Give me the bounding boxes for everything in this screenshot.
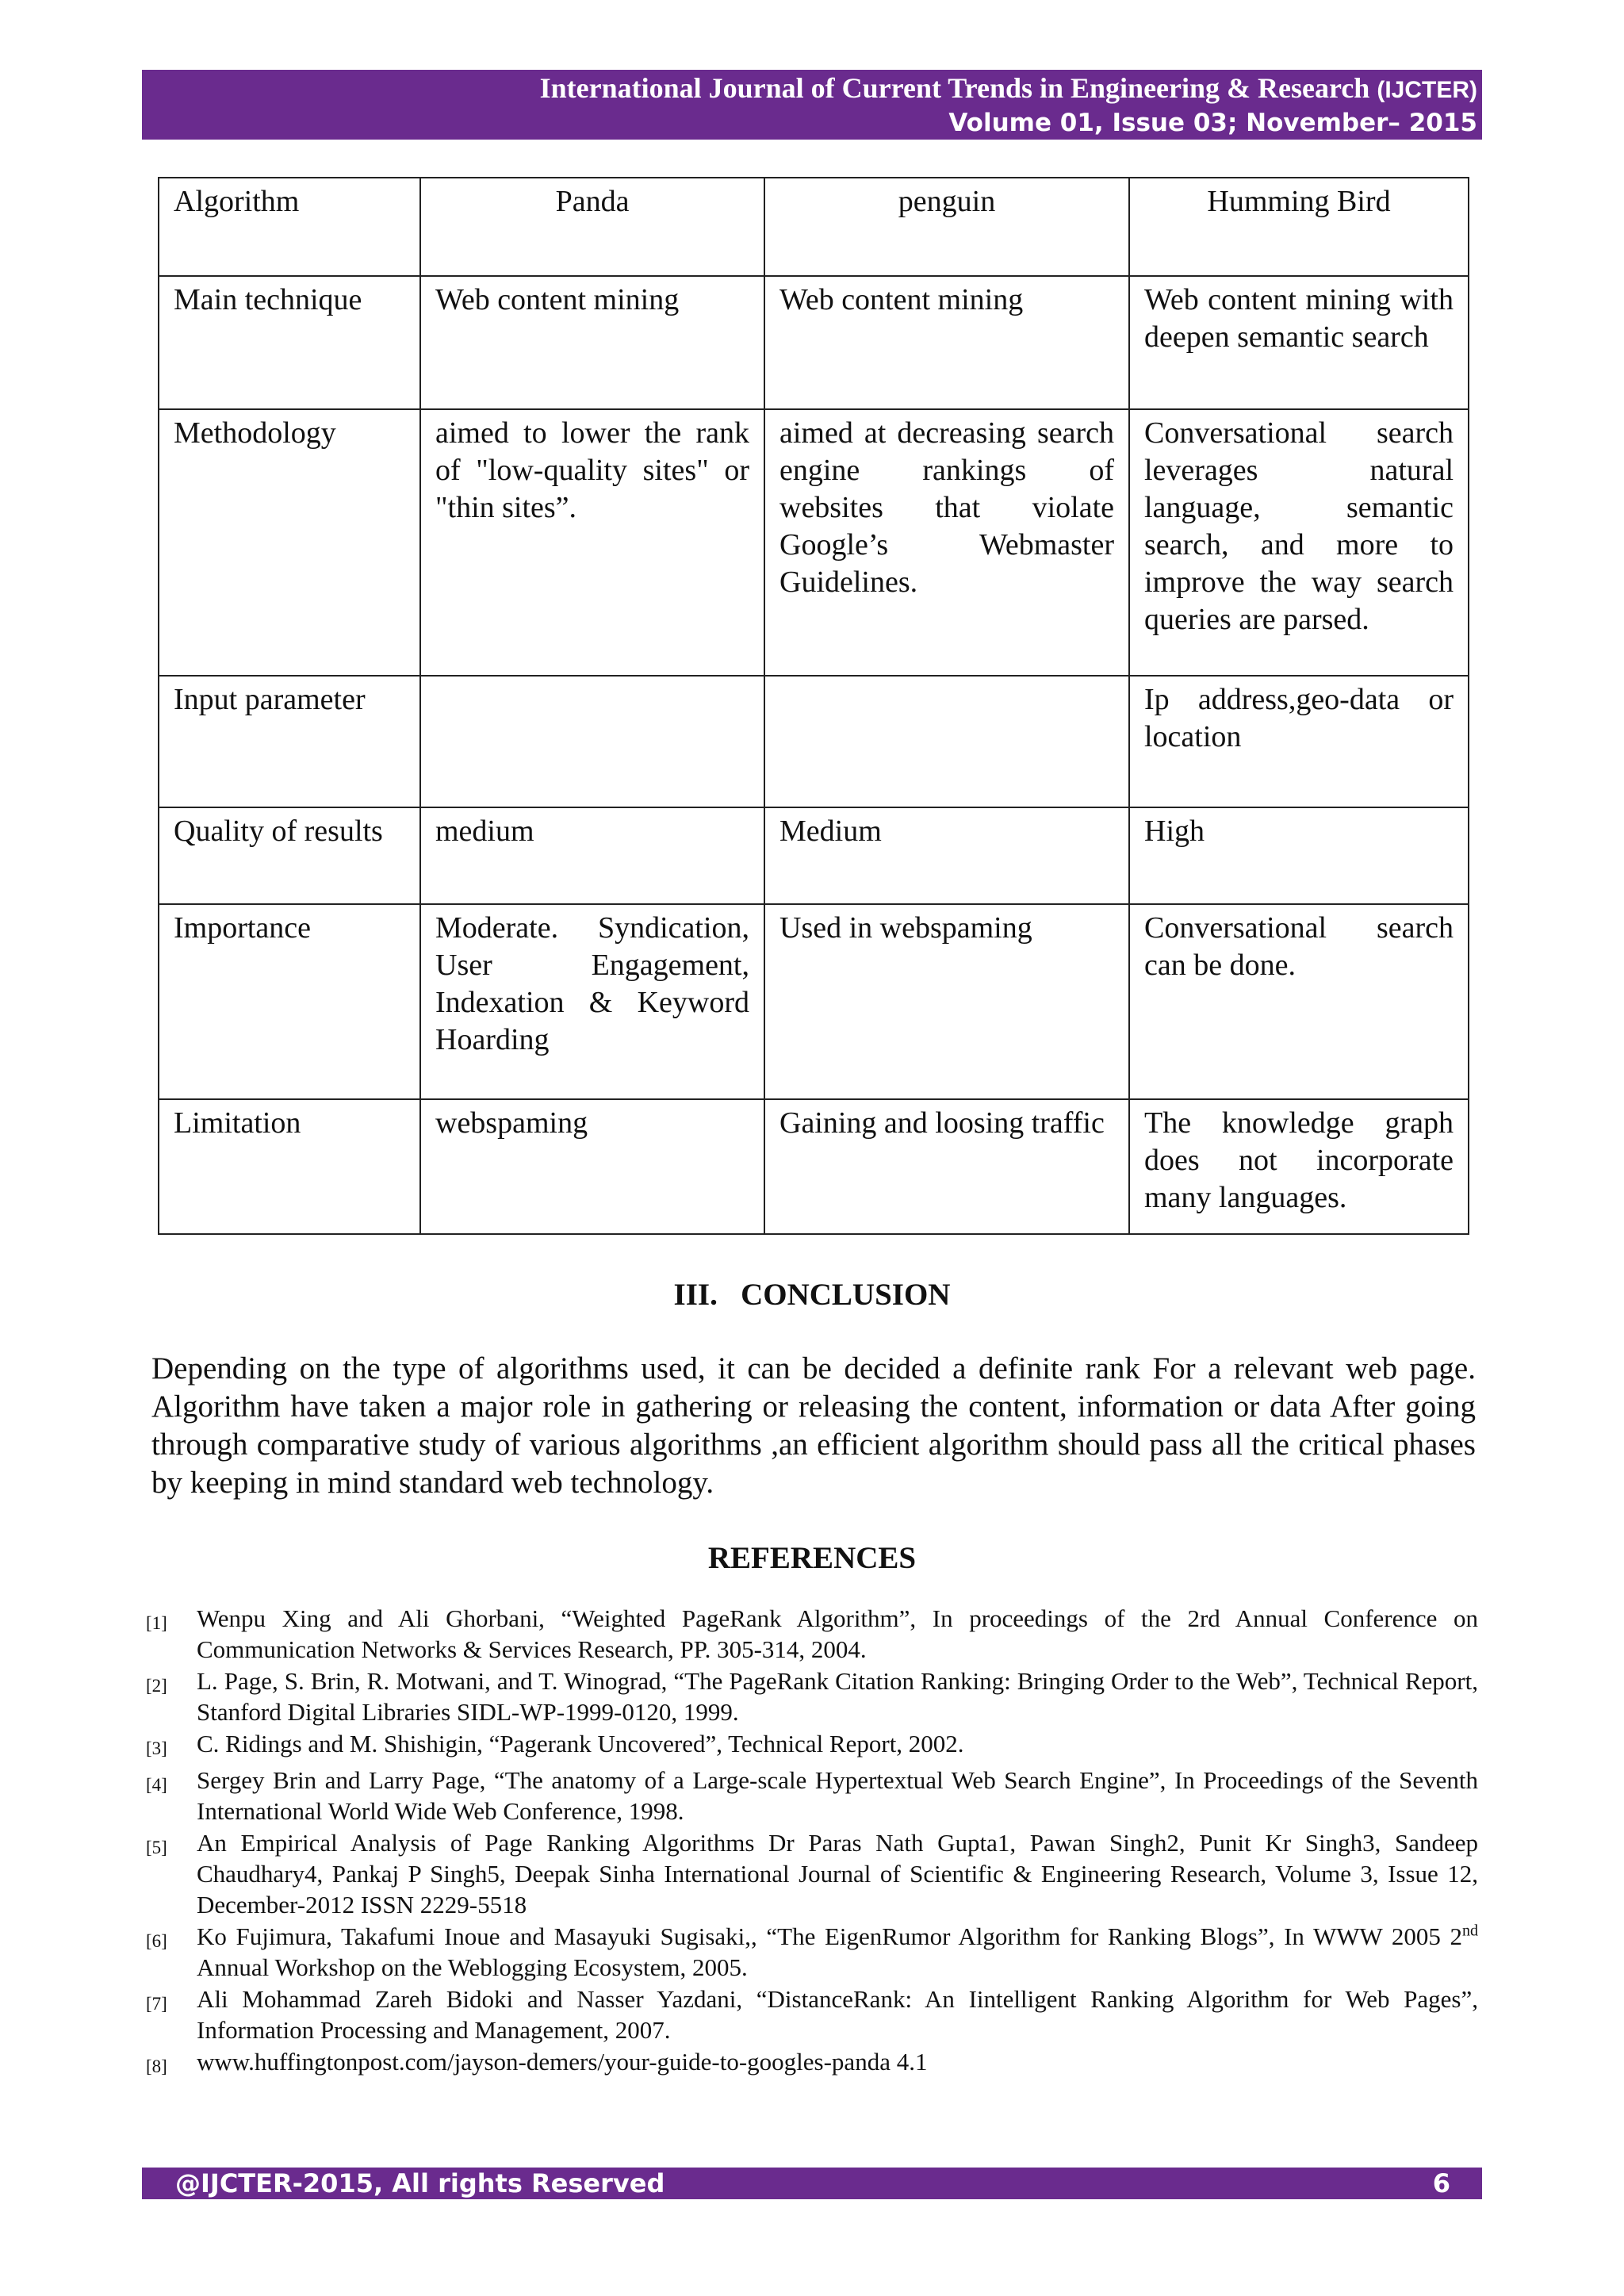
reference-list <box>146 1603 1478 2083</box>
reference-number: [1] <box>146 1613 167 1633</box>
table-cell: Conversational search can be done. <box>1129 904 1469 1099</box>
table-cell: Web content mining <box>764 276 1129 409</box>
row-label: Limitation <box>159 1099 420 1234</box>
reference-item <box>146 1921 1478 1983</box>
journal-header <box>142 70 1482 140</box>
table-header-row <box>159 178 1469 276</box>
table-cell: webspaming <box>420 1099 764 1234</box>
table-row <box>159 409 1469 676</box>
footer-copyright: @IJCTER-2015, All rights Reserved <box>175 2168 665 2198</box>
conclusion-text: Depending on the type of algorithms used, it can be decided a definite rank For a relevant web page. Algorithm have taken a major role in gathering or releasing the content, information or data After going through comparative study of various algorithms ,an efficient algorithm should pass all the critical phases by keeping in mind standard web technology. <box>151 1351 1476 1500</box>
header-cell-penguin: penguin <box>764 178 1129 276</box>
reference-text: www.huffingtonpost.com/jayson-demers/your-guide-to-googles-panda 4.1 <box>197 2048 928 2076</box>
journal-abbr: (IJCTER) <box>1377 77 1477 103</box>
row-label: Quality of results <box>159 807 420 904</box>
reference-item <box>146 1665 1478 1727</box>
reference-item <box>146 1827 1478 1920</box>
reference-item <box>146 1603 1478 1665</box>
table-row <box>159 276 1469 409</box>
reference-text: C. Ridings and M. Shishigin, “Pagerank Uncovered”, Technical Report, 2002. <box>197 1730 964 1757</box>
header-cell-algorithm: Algorithm <box>159 178 420 276</box>
table-cell <box>420 676 764 807</box>
table-cell: Web content mining <box>420 276 764 409</box>
reference-text: Wenpu Xing and Ali Ghorbani, “Weighted PageRank Algorithm”, In proceedings of the 2rd Annual Conference on Communication Networks & Services Research, PP. 305-314, 2004. <box>197 1604 1478 1663</box>
table-row <box>159 1099 1469 1234</box>
row-label: Input parameter <box>159 676 420 807</box>
table-cell: medium <box>420 807 764 904</box>
reference-superscript: nd <box>1462 1922 1478 1940</box>
row-label: Main technique <box>159 276 420 409</box>
reference-number: [7] <box>146 1994 167 2014</box>
reference-number: [8] <box>146 2056 167 2076</box>
reference-text: Sergey Brin and Larry Page, “The anatomy of a Large-scale Hypertextual Web Search Engine”, In Proceedings of the Seventh International World Wide Web Conference, 1998. <box>197 1766 1478 1825</box>
table-cell: Used in webspaming <box>764 904 1129 1099</box>
comparison-table <box>158 177 1469 1235</box>
table-cell: Ip address,geo-data or location <box>1129 676 1469 807</box>
table-cell: The knowledge graph does not incorporate many languages. <box>1129 1099 1469 1234</box>
table-row <box>159 904 1469 1099</box>
reference-item <box>146 1984 1478 2045</box>
journal-title-line <box>142 70 1477 107</box>
row-label: Importance <box>159 904 420 1099</box>
reference-text-part: Annual Workshop on the Weblogging Ecosystem, 2005. <box>197 1953 748 1981</box>
table-row <box>159 807 1469 904</box>
reference-text: An Empirical Analysis of Page Ranking Algorithms Dr Paras Nath Gupta1, Pawan Singh2, Punit Kr Singh3, Sandeep Chaudhary4, Pankaj P Singh5, Deepak Sinha International Journal of Scientific & Engineering Research, Volume 3, Issue 12, December-2012 ISSN 2229-5518 <box>197 1829 1478 1918</box>
table-cell: Gaining and loosing traffic <box>764 1099 1129 1234</box>
reference-text-part: Ko Fujimura, Takafumi Inoue and Masayuki Sugisaki,, “The EigenRumor Algorithm for Ranking Blogs”, In WWW 2005 2 <box>197 1922 1462 1950</box>
table-cell: Medium <box>764 807 1129 904</box>
reference-number: [6] <box>146 1931 167 1951</box>
journal-volume: Volume 01, Issue 03; November– 2015 <box>948 109 1477 137</box>
table-cell: aimed at decreasing search engine rankings of websites that violate Google’s Webmaster Guidelines. <box>764 409 1129 676</box>
table-cell: Web content mining with deepen semantic search <box>1129 276 1469 409</box>
reference-text: L. Page, S. Brin, R. Motwani, and T. Winograd, “The PageRank Citation Ranking: Bringing Order to the Web”, Technical Report, Stanford Digital Libraries SIDL-WP-1999-0120, 1999. <box>197 1667 1478 1726</box>
journal-title: International Journal of Current Trends in Engineering & Research <box>539 72 1370 104</box>
table-row <box>159 676 1469 807</box>
table-cell: High <box>1129 807 1469 904</box>
table-cell: Moderate. Syndication, User Engagement, Indexation & Keyword Hoarding <box>420 904 764 1099</box>
reference-text: Ali Mohammad Zareh Bidoki and Nasser Yazdani, “DistanceRank: An Iintelligent Ranking Algorithm for Web Pages”, Information Processing and Management, 2007. <box>197 1985 1478 2044</box>
header-cell-panda: Panda <box>420 178 764 276</box>
conclusion-heading: III. CONCLUSION <box>673 1278 951 1312</box>
page-footer <box>142 2168 1482 2199</box>
table-cell: aimed to lower the rank of "low-quality sites" or "thin sites”. <box>420 409 764 676</box>
reference-number: [2] <box>146 1676 167 1696</box>
reference-text <box>197 1921 1478 1983</box>
reference-item <box>146 1765 1478 1826</box>
row-label: Methodology <box>159 409 420 676</box>
header-cell-humming-bird: Humming Bird <box>1129 178 1469 276</box>
reference-item <box>146 1728 1478 1764</box>
table-cell: Conversational search leverages natural language, semantic search, and more to improve the way search queries are parsed. <box>1129 409 1469 676</box>
reference-item <box>146 2046 1478 2082</box>
table-cell <box>764 676 1129 807</box>
reference-number: [3] <box>146 1738 167 1758</box>
reference-number: [4] <box>146 1775 167 1795</box>
reference-number: [5] <box>146 1838 167 1857</box>
references-heading: REFERENCES <box>707 1541 917 1575</box>
page-number: 6 <box>1432 2168 1450 2198</box>
